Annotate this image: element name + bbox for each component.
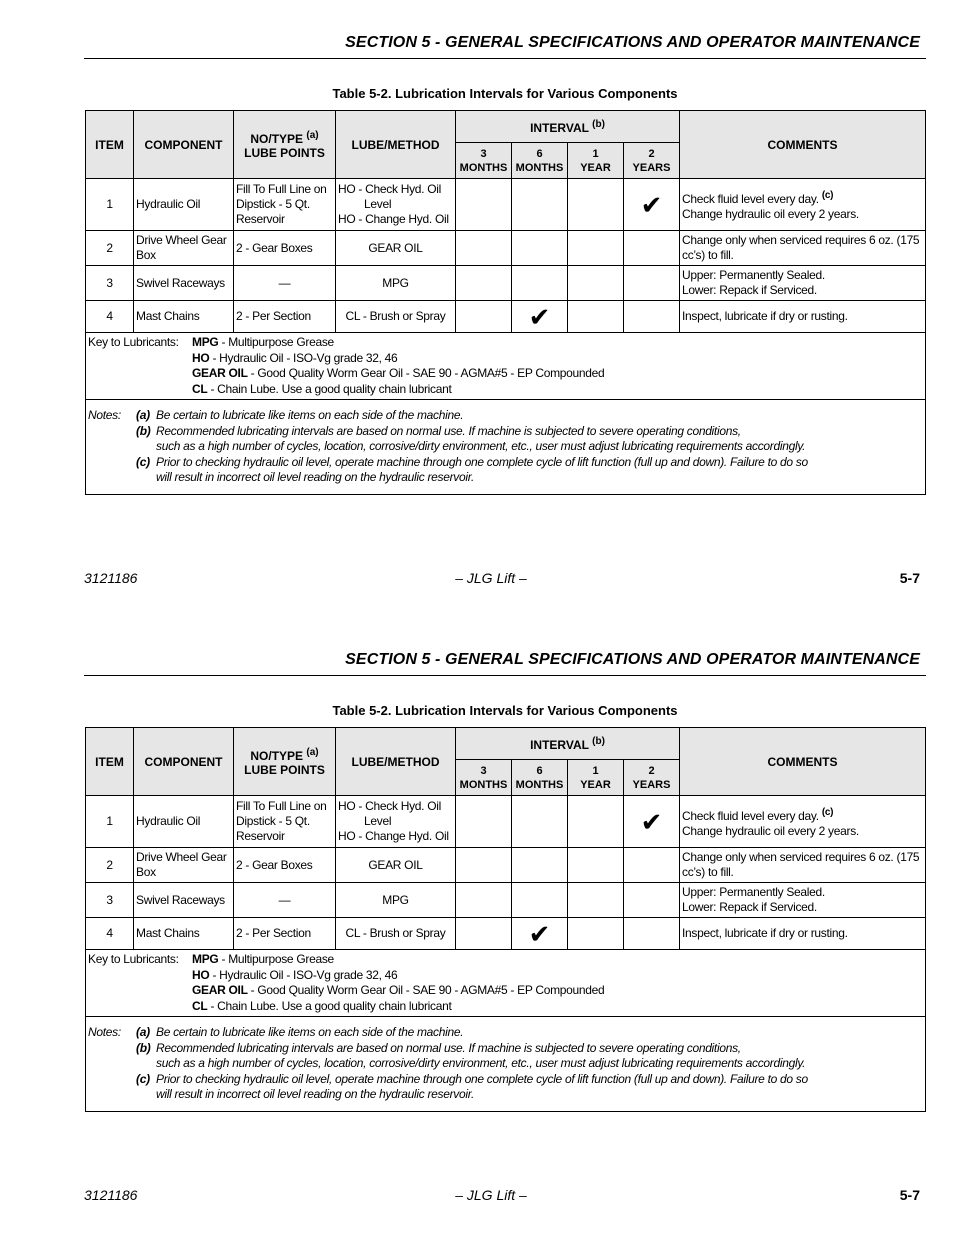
row-comments: Check fluid level every day. $^{(c)}$ Change hydraulic oil every 2 years. [680,796,926,848]
row-lube-points: 2 - Per Section [234,301,336,333]
interval-cell [456,848,512,883]
row-component: Swivel Raceways [134,266,234,301]
check-mark-icon: ✔ [624,179,680,231]
section-title: SECTION 5 - GENERAL SPECIFICATIONS AND OPERATOR MAINTENANCE [345,651,920,668]
header-3-months: 3 MONTHS [456,143,512,179]
table-caption: Table 5-2. Lubrication Intervals for Various Components [332,703,678,718]
row-lube-method: CL - Brush or Spray [336,301,456,333]
footer-brand: – JLG Lift – [455,570,527,586]
interval-cell [568,918,624,950]
interval-cell [568,179,624,231]
row-lube-method: MPG [336,883,456,918]
row-item: 4 [86,301,134,333]
header-2-years: 2 YEARS [624,143,680,179]
lubrication-table [85,110,926,495]
row-item: 3 [86,266,134,301]
interval-cell [512,179,568,231]
row-lube-method: CL - Brush or Spray [336,918,456,950]
row-item: 4 [86,918,134,950]
header-lube-points-label: LUBE POINTS [244,762,325,777]
note-c: Prior to checking hydraulic oil level, operate machine through one complete cycle of lift function (full up and down). Failure to do so will result in incorrect oil level reading on the hydraulic reservoir. [156,1071,808,1102]
header-interval [456,111,680,143]
header-item: ITEM [86,728,134,796]
interval-cell [624,918,680,950]
interval-cell [456,796,512,848]
header-6-months: 6 MONTHS [512,143,568,179]
row-lube-points: 2 - Gear Boxes [234,231,336,266]
doc-number: 3121186 [84,570,138,586]
key-label: Key to Lubricants: [88,335,179,349]
interval-cell [512,883,568,918]
table-caption: Table 5-2. Lubrication Intervals for Various Components [332,86,678,101]
header-2-years: 2 YEARS [624,760,680,796]
footnote-ref-a: (a) [306,746,319,758]
interval-cell [624,266,680,301]
header-no-type [234,728,336,796]
row-component: Drive Wheel Gear Box [134,231,234,266]
interval-cell [456,301,512,333]
row-comments: Inspect, lubricate if dry or rusting. [680,918,926,950]
interval-cell [512,266,568,301]
row-item: 2 [86,231,134,266]
interval-cell [456,179,512,231]
notes-label: Notes: [88,408,121,423]
page-number: 5-7 [899,570,920,586]
row-lube-points: — [234,266,336,301]
table-row [86,301,926,333]
note-a: Be certain to lubricate like items on each side of the machine. [156,408,464,423]
footnote-ref-a: (a) [306,129,319,141]
header-interval [456,728,680,760]
check-mark-icon: ✔ [624,796,680,848]
interval-cell [512,848,568,883]
row-comments: Upper: Permanently Sealed. Lower: Repack if Serviced. [680,883,926,918]
row-lube-points: 2 - Per Section [234,918,336,950]
row-comments: Check fluid level every day. $^{(c)}$ Change hydraulic oil every 2 years. [680,179,926,231]
header-component: COMPONENT [134,728,234,796]
header-3-months: 3 MONTHS [456,760,512,796]
header-lube-method: LUBE/METHOD [336,728,456,796]
header-6-months: 6 MONTHS [512,760,568,796]
key-label: Key to Lubricants: [88,952,179,966]
interval-cell [456,883,512,918]
header-lube-method: LUBE/METHOD [336,111,456,179]
header-no-type [234,111,336,179]
table-row [86,796,926,848]
header-interval-label: INTERVAL [530,737,589,752]
page-copy-1 [0,0,954,617]
interval-cell [456,231,512,266]
table-row [86,231,926,266]
interval-cell [568,231,624,266]
table-notes: Notes: (a) Be certain to lubricate like items on each side of the machine. (b) Recommended lubricating intervals are based on normal use. If machine is subjected to severe operating conditions, such as a high number of cycles, location, corrosive/dirty environment, etc., user must adjust lubricating requirements accordingly. (c) Prior to checking hydraulic oil level, operate machine through one complete cycle of lift function (full up and down). Failure to do so will result in incorrect oil level reading on the hydraulic reservoir. [86,400,926,495]
lubricant-key: Key to Lubricants: MPG - Multipurpose Grease HO - Hydraulic Oil - ISO-Vg grade 32, 46 GEAR OIL - Good Quality Worm Gear Oil - SAE 90 - AGMA#5 - EP Compounded CL - Chain Lube. Use a good quality chain lubricant [86,950,926,1017]
header-1-year: 1 YEAR [568,760,624,796]
check-mark-icon: ✔ [512,301,568,333]
table-row [86,848,926,883]
header-component: COMPONENT [134,111,234,179]
note-a: Be certain to lubricate like items on each side of the machine. [156,1025,464,1040]
row-comments: Change only when serviced requires 6 oz. (175 cc’s) to fill. [680,231,926,266]
row-item: 3 [86,883,134,918]
row-lube-method: HO - Check Hyd. Oil Level HO - Change Hyd. Oil [336,796,456,848]
row-item: 1 [86,179,134,231]
interval-cell [512,796,568,848]
row-component: Mast Chains [134,301,234,333]
row-item: 2 [86,848,134,883]
row-lube-method: HO - Check Hyd. Oil Level HO - Change Hyd. Oil [336,179,456,231]
row-comments: Change only when serviced requires 6 oz. (175 cc’s) to fill. [680,848,926,883]
lubricant-key: Key to Lubricants: MPG - Multipurpose Grease HO - Hydraulic Oil - ISO-Vg grade 32, 46 GEAR OIL - Good Quality Worm Gear Oil - SAE 90 - AGMA#5 - EP Compounded CL - Chain Lube. Use a good quality chain lubricant [86,333,926,400]
header-interval-label: INTERVAL [530,120,589,135]
row-comments: Upper: Permanently Sealed. Lower: Repack if Serviced. [680,266,926,301]
row-lube-points: Fill To Full Line on Dipstick - 5 Qt. Reservoir [234,796,336,848]
table-row [86,179,926,231]
interval-cell [568,883,624,918]
note-c: Prior to checking hydraulic oil level, operate machine through one complete cycle of lift function (full up and down). Failure to do so will result in incorrect oil level reading on the hydraulic reservoir. [156,454,808,485]
header-rule [84,675,926,676]
interval-cell [568,301,624,333]
header-no-type-label: NO/TYPE [250,131,304,146]
header-rule [84,58,926,59]
row-component: Drive Wheel Gear Box [134,848,234,883]
footer-brand: – JLG Lift – [455,1187,527,1203]
doc-number: 3121186 [84,1187,138,1203]
header-comments: COMMENTS [680,728,926,796]
note-b: Recommended lubricating intervals are based on normal use. If machine is subjected to severe operating conditions, such as a high number of cycles, location, corrosive/dirty environment, etc., user must adjust lubricating requirements accordingly. [156,423,806,454]
interval-cell [624,301,680,333]
interval-cell [624,883,680,918]
interval-cell [568,848,624,883]
row-component: Hydraulic Oil [134,796,234,848]
header-item: ITEM [86,111,134,179]
row-item: 1 [86,796,134,848]
interval-cell [456,918,512,950]
row-component: Swivel Raceways [134,883,234,918]
interval-cell [512,231,568,266]
row-lube-method: MPG [336,266,456,301]
notes-label: Notes: [88,1025,121,1040]
footnote-ref-b: (b) [592,735,605,747]
row-component: Mast Chains [134,918,234,950]
header-no-type-label: NO/TYPE [250,748,304,763]
interval-cell [456,266,512,301]
page-copy-2 [0,617,954,1234]
row-lube-points: — [234,883,336,918]
row-component: Hydraulic Oil [134,179,234,231]
page-number: 5-7 [899,1187,920,1203]
row-lube-method: GEAR OIL [336,231,456,266]
footnote-ref-b: (b) [592,118,605,130]
check-mark-icon: ✔ [512,918,568,950]
table-row [86,883,926,918]
interval-cell [624,848,680,883]
interval-cell [568,796,624,848]
header-comments: COMMENTS [680,111,926,179]
table-row [86,918,926,950]
note-b: Recommended lubricating intervals are based on normal use. If machine is subjected to severe operating conditions, such as a high number of cycles, location, corrosive/dirty environment, etc., user must adjust lubricating requirements accordingly. [156,1040,806,1071]
table-row [86,266,926,301]
row-lube-method: GEAR OIL [336,848,456,883]
header-1-year: 1 YEAR [568,143,624,179]
interval-cell [624,231,680,266]
interval-cell [568,266,624,301]
lubrication-table [85,727,926,1112]
section-title: SECTION 5 - GENERAL SPECIFICATIONS AND OPERATOR MAINTENANCE [345,34,920,51]
table-notes: Notes: (a) Be certain to lubricate like items on each side of the machine. (b) Recommended lubricating intervals are based on normal use. If machine is subjected to severe operating conditions, such as a high number of cycles, location, corrosive/dirty environment, etc., user must adjust lubricating requirements accordingly. (c) Prior to checking hydraulic oil level, operate machine through one complete cycle of lift function (full up and down). Failure to do so will result in incorrect oil level reading on the hydraulic reservoir. [86,1017,926,1112]
header-lube-points-label: LUBE POINTS [244,145,325,160]
row-lube-points: 2 - Gear Boxes [234,848,336,883]
row-comments: Inspect, lubricate if dry or rusting. [680,301,926,333]
row-lube-points: Fill To Full Line on Dipstick - 5 Qt. Reservoir [234,179,336,231]
